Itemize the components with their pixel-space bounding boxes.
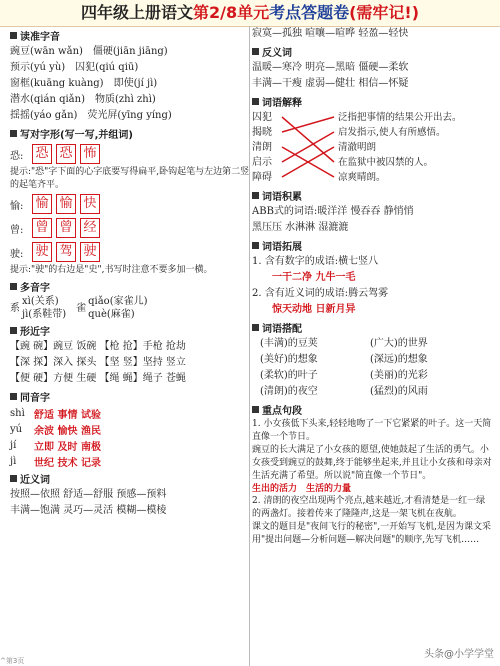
handwritten-answer: 生出的活力 生活的力量 [252,484,352,494]
homophone-row: shì 舒适 事情 试验 [10,407,101,421]
reading-row: 预示(yú yù) 囚犯(qiú qiū) [10,62,139,73]
reading-row: 潜水(qián qiǎn) 物质(zhì zhì) [10,94,156,105]
section-synonyms: 近义词 [10,471,250,485]
section-extension: 词语拓展 [252,238,494,252]
synonym-row: 丰满—饱满 灵巧—灵活 模糊—模棱 [10,505,167,516]
similar-row: 【豌 碗】豌豆 饭碗 【枪 抢】手枪 抢劫 [10,341,186,352]
page-title [0,0,500,27]
section-homophone: 同音字 [10,389,250,403]
match-lines-icon [280,110,336,186]
write-row: 恐: 恐 恐 怖 [10,142,250,166]
section-key-passages: 重点句段 [252,402,494,416]
section-antonyms: 反义词 [252,44,494,58]
similar-row: 【深 探】深入 探头 【坚 竖】坚持 竖立 [10,357,186,368]
collocation-row: (柔软)的叶子 (美丽)的光彩 [260,370,428,381]
title-part4: (需牢记!) [349,3,420,22]
homophone-row: yú 余波 愉快 渔民 [10,423,101,437]
reading-row: 窗框(kuāng kuàng) 即使(jí jì) [10,78,158,89]
section-accumulation: 词语积累 [252,188,494,202]
right-column [252,26,494,666]
extension-row: 1. 含有数字的成语:横七竖八 [252,256,379,267]
hint-note: 提示:"恐"字下面的心字底要写得扁平,卧钩起笔与左边第二竖的起笔齐平。 [10,167,250,190]
reading-row: 揺摇(yáo gǎn) 荧光屏(yīng yíng) [10,110,172,121]
polyphonic-row: 系 xì(关系) jì(系鞋带) 雀 qiǎo(家雀儿) què(麻雀) [10,296,148,320]
antonym-row: 丰满—干瘦 虚弱—健壮 相信—怀疑 [252,78,409,89]
section-polyphonic: 多音字 [10,279,250,293]
synonym-row: 按照—依照 舒适—舒服 预感—预料 [10,489,167,500]
passage-text: 1. 小女孩低下头来,轻轻地吻了一下它紧紧的叶子。这一天简直像一个节日。 [252,419,492,442]
collocation-row: (美好)的想象 (深远)的想象 [260,354,428,365]
homophone-row: jí 立即 及时 南极 [10,439,101,453]
title-part3: 考点答题卷 [269,3,350,22]
section-similar: 形近字 [10,323,250,337]
title-part2: 第2/8单元 [192,3,270,22]
synonym-row: 寂寞—孤独 喧嚷—喧哗 轻盈—轻快 [252,28,409,39]
collocation-row: (清朗)的夜空 (猛烈)的风雨 [260,386,428,397]
passage-text: 2. 清朗的夜空出现两个亮点,越来越近,才看清楚是一红一绿的两盏灯。接着传来了隆隆声,这是一架飞机在夜航。 [252,496,486,519]
section-explanation: 词语解释 [252,94,494,108]
page-number: ^第3页 [0,657,25,665]
passage-text: 课文的题目是"夜间飞行的秘密",一开始写飞机,是因为课文采用"提出问题—分析问题—解决问题"的顺序,先写飞机…… [252,522,492,545]
similar-row: 【便 硬】方便 生硬 【绳 蝇】绳子 苍蝇 [10,373,186,384]
section-collocation: 词语搭配 [252,320,494,334]
hint-note: 提示:"驶"的右边是"史",书写时注意不要多加一横。 [10,265,213,275]
antonym-row: 温暖—寒冷 明亮—黑暗 僵硬—柔软 [252,62,409,73]
write-row: 愉: 愉 愉 快 [10,192,250,216]
extension-answer: 一干二净 九牛一毛 [272,272,356,283]
homophone-row: jì 世纪 技术 记录 [10,455,101,469]
reading-row: 豌豆(wān wǎn) 僵硬(jiān jiāng) [10,46,168,57]
accumulation-row: ABB式的词语:暖洋洋 慢吞吞 静悄悄 [252,206,414,217]
extension-row: 2. 含有近义词的成语:腾云驾雾 [252,288,389,299]
section-readings: 读准字音 [10,28,250,42]
section-write: 写对字形(写一写,并组词) [10,126,250,140]
left-column [10,26,250,666]
collocation-row: (丰满)的豆荚 (广大)的世界 [260,338,428,349]
write-row: 曾: 曾 曾 经 [10,216,250,240]
watermark: 头条@小学学堂 [424,645,494,660]
title-part1: 四年级上册语文 [80,3,193,22]
accumulation-row: 黑压压 水淋淋 湿漉漉 [252,222,349,233]
explanation-match: 囚犯 揭晓 清朗 启示 障碍 泛指把事情的结果公开出去。 启发指示,使人有所感悟。 清澈明朗 在监狱中被囚禁的人。 凉爽晴朗。 [252,110,494,186]
write-row: 驶: 驶 驾 驶 [10,240,250,264]
extension-answer: 惊天动地 日新月异 [272,304,356,315]
passage-text: 豌豆的长大满足了小女孩的愿望,使她鼓起了生活的勇气。小女孩受到豌豆的鼓舞,终于能够坐起来,并且让小女孩和母亲对生活充满了希望。所以说"简直像一个节日"。 [252,445,492,481]
